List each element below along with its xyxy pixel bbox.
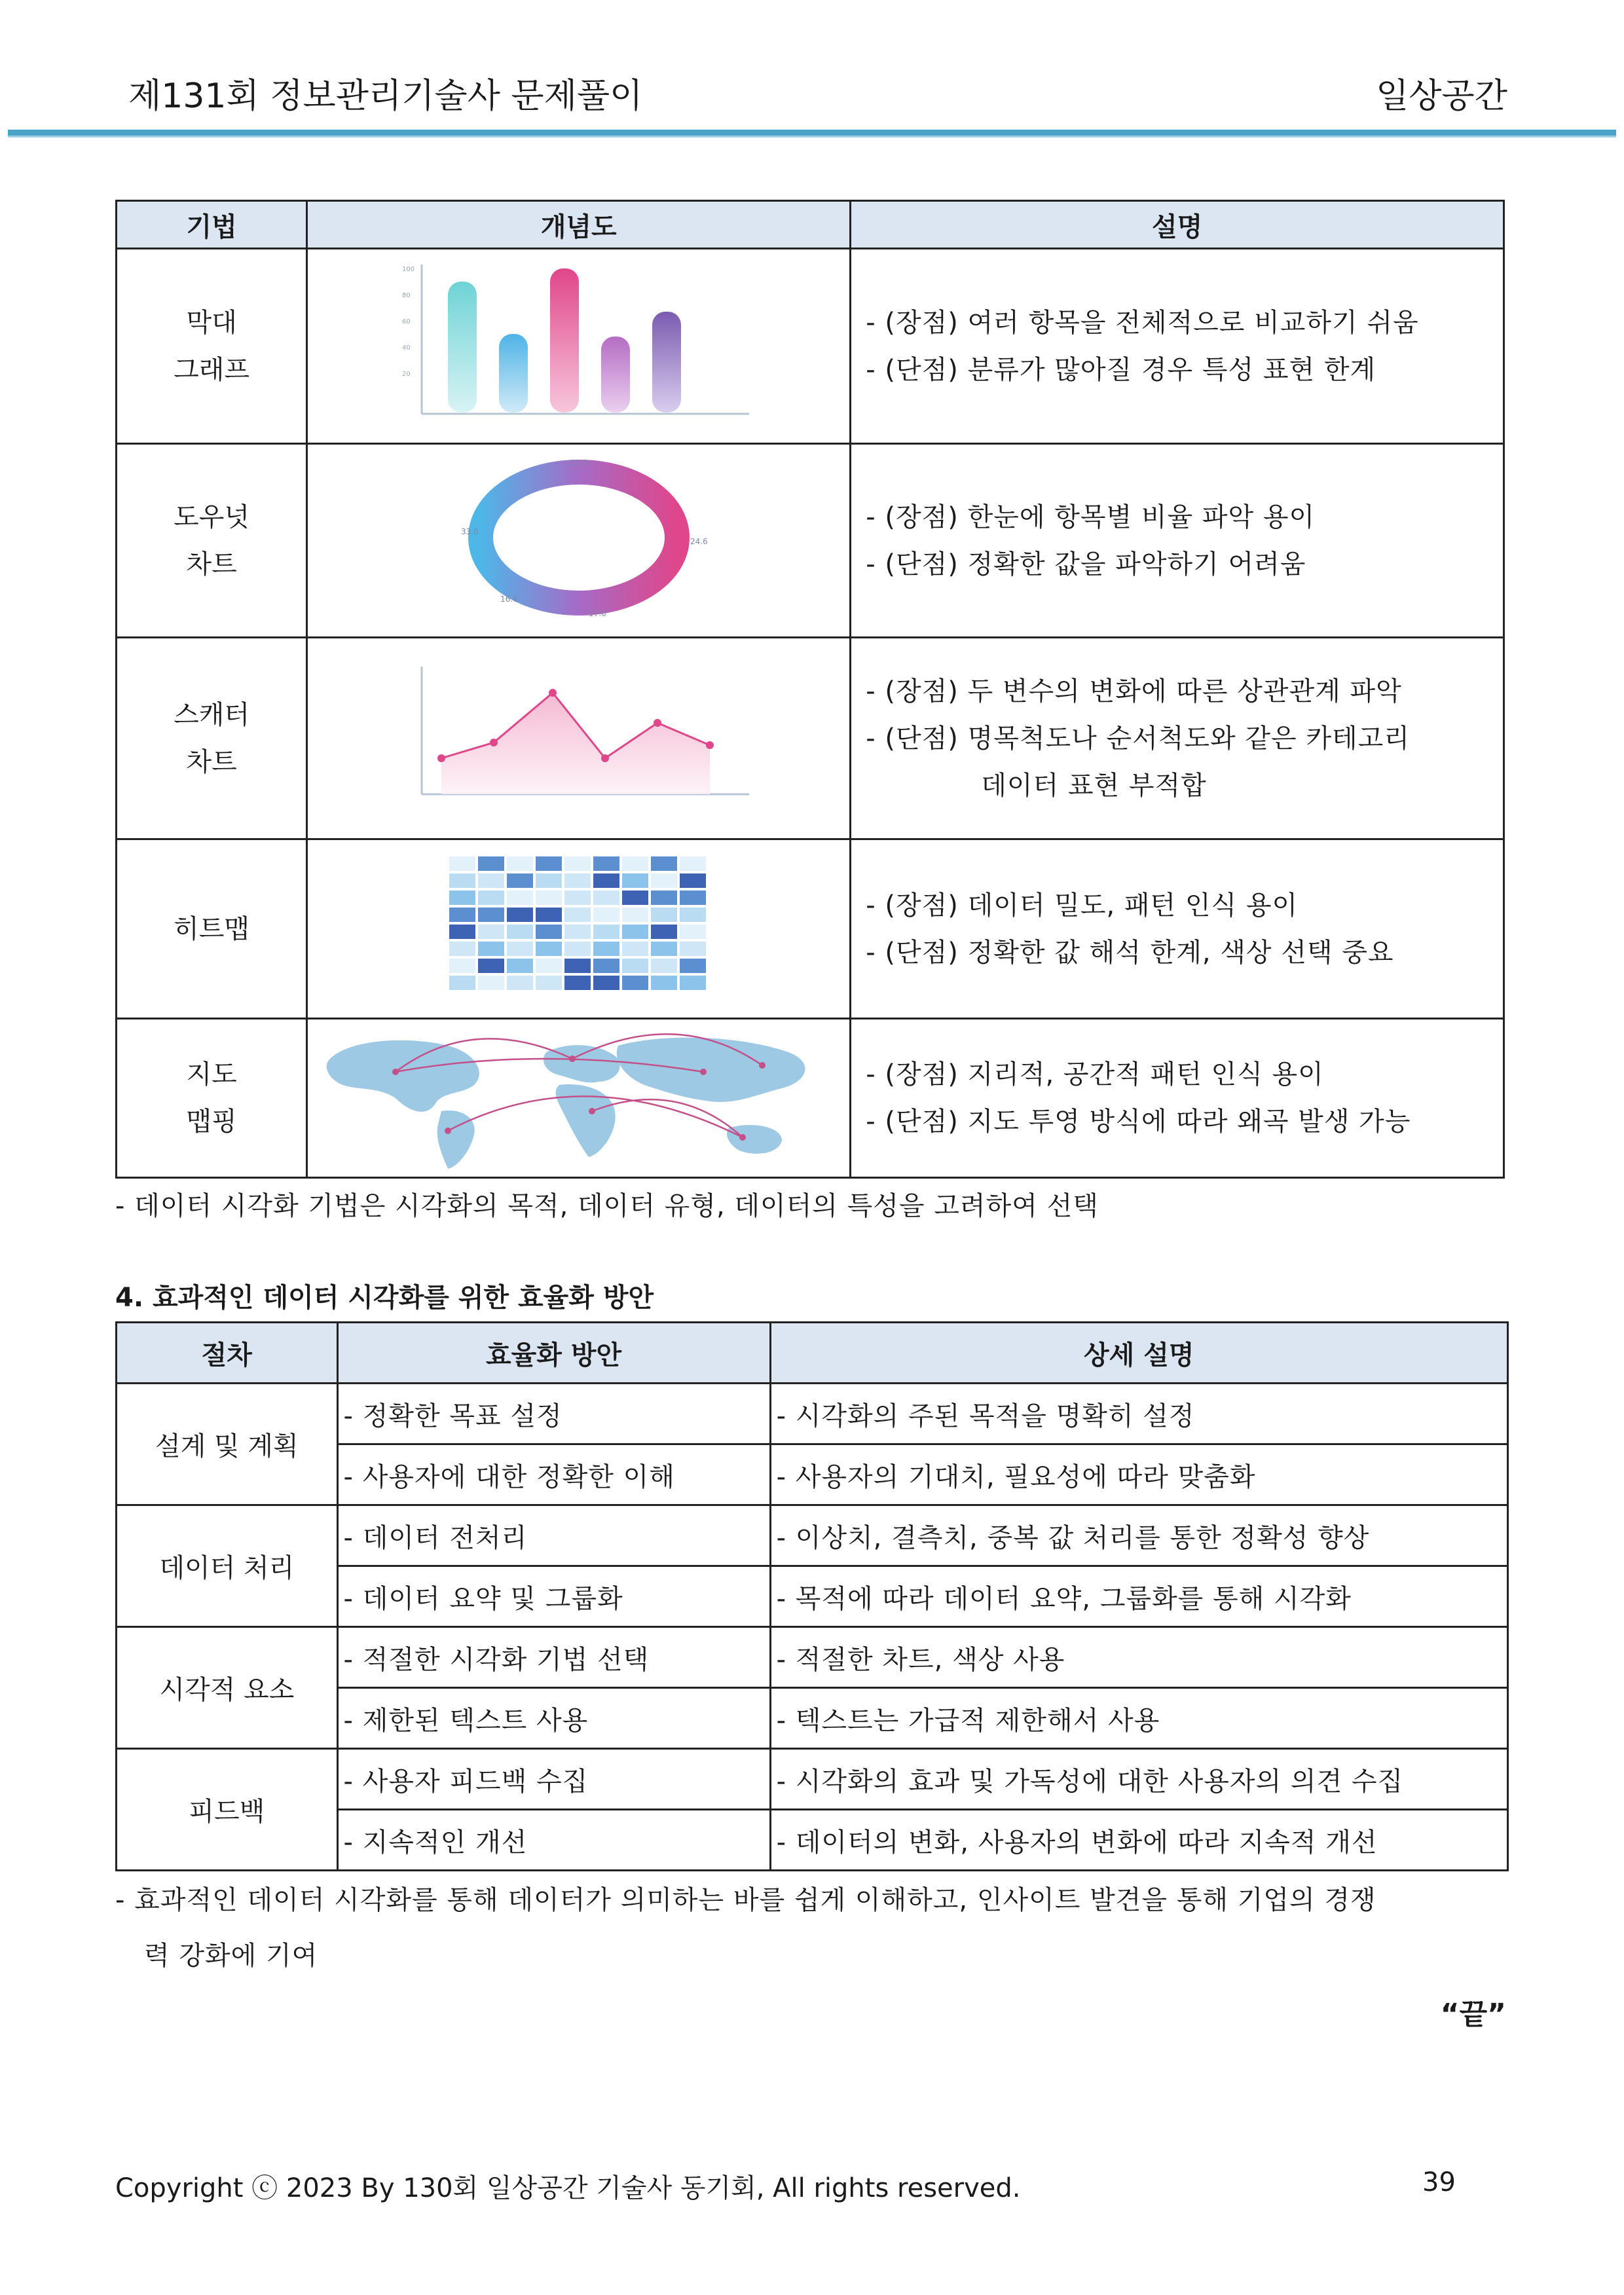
heatmap-cell (564, 976, 591, 990)
heatmap-cell (536, 942, 562, 956)
heatmap-cell (593, 856, 619, 871)
plan-cell: - 데이터 전처리 (337, 1505, 770, 1566)
plan-cell: - 제한된 텍스트 사용 (337, 1688, 770, 1749)
heatmap-cell (651, 925, 677, 939)
table-row (117, 444, 1504, 638)
page-number: 39 (1422, 2167, 1456, 2197)
visualization-technique-table (115, 200, 1505, 1179)
header-divider (8, 130, 1616, 138)
heatmap-cell (449, 959, 475, 973)
heatmap-cell (564, 908, 591, 922)
plan-cell: - 적절한 시각화 기법 선택 (337, 1627, 770, 1688)
detail-cell: - 텍스트는 가급적 제한해서 사용 (770, 1688, 1507, 1749)
heatmap-cell (478, 976, 504, 990)
table-row (117, 638, 1504, 839)
heatmap-cell (536, 959, 562, 973)
heatmap-cell (593, 908, 619, 922)
heatmap-cell (651, 959, 677, 973)
technique-description: - (장점) 데이터 밀도, 패턴 인식 용이 - (단점) 정확한 값 해석 한계, 색상 선택 중요 (851, 839, 1504, 1019)
heatmap-cell (536, 976, 562, 990)
heatmap-cell (651, 873, 677, 888)
svg-text:33.0: 33.0 (460, 526, 479, 536)
heatmap-cell (478, 925, 504, 939)
heatmap-cell (622, 976, 648, 990)
heatmap-cell (536, 890, 562, 905)
map-mapping-illustration (307, 1019, 851, 1178)
heatmap-cell (449, 925, 475, 939)
heatmap-cell (478, 908, 504, 922)
heatmap-cell (651, 908, 677, 922)
footer-copyright: Copyright ⓒ 2023 By 130회 일상공간 기술사 동기회, All rights reserved. (115, 2173, 1021, 2203)
heatmap-cell (536, 925, 562, 939)
heatmap-cell (507, 856, 533, 871)
technique-description: - (장점) 여러 항목을 전체적으로 비교하기 쉬움 - (단점) 분류가 많아질 경우 특성 표현 한계 (851, 249, 1504, 444)
table2-note-line2: 력 강화에 기여 (144, 1941, 318, 1971)
svg-text:40: 40 (401, 344, 411, 352)
heatmap-cell (680, 856, 706, 871)
column-header: 개념도 (307, 201, 851, 249)
heatmap-cell (478, 942, 504, 956)
svg-text:20: 20 (401, 370, 411, 378)
step-cell: 피드백 (117, 1749, 338, 1871)
heatmap-cell (593, 925, 619, 939)
table-row (117, 1627, 1508, 1688)
svg-text:60: 60 (401, 318, 411, 325)
heatmap-cell (622, 890, 648, 905)
heatmap-cell (651, 890, 677, 905)
technique-description: - (장점) 한눈에 항목별 비율 파악 용이 - (단점) 정확한 값을 파악하기 어려움 (851, 444, 1504, 638)
heatmap-cell (478, 873, 504, 888)
detail-cell: - 적절한 차트, 색상 사용 (770, 1627, 1507, 1688)
table-row (117, 249, 1504, 444)
heatmap-cell (478, 890, 504, 905)
heatmap-cell (449, 942, 475, 956)
table2-note-line1: - 효과적인 데이터 시각화를 통해 데이터가 의미하는 바를 쉽게 이해하고, 인사이트 발견을 통해 기업의 경쟁 (115, 1885, 1376, 1915)
heatmap-cell (564, 942, 591, 956)
heatmap-cell (564, 856, 591, 871)
heatmap-cell (449, 856, 475, 871)
heatmap-cell (622, 959, 648, 973)
heatmap-cell (564, 925, 591, 939)
heatmap-cell (564, 890, 591, 905)
step-cell: 설계 및 계획 (117, 1384, 338, 1505)
plan-cell: - 사용자에 대한 정확한 이해 (337, 1444, 770, 1505)
heatmap-cell (680, 890, 706, 905)
technique-name: 도우넛 차트 (117, 444, 307, 638)
heatmap-cell (593, 942, 619, 956)
technique-name: 막대 그래프 (117, 249, 307, 444)
heatmap-cell (449, 873, 475, 888)
detail-cell: - 이상치, 결측치, 중복 값 처리를 통한 정확성 향상 (770, 1505, 1507, 1566)
heatmap-cell (507, 942, 533, 956)
heatmap-cell (680, 873, 706, 888)
heatmap-cell (651, 942, 677, 956)
heatmap-cell (593, 976, 619, 990)
heatmap-cell (593, 873, 619, 888)
svg-text:24.6: 24.6 (690, 536, 708, 546)
table1-note: - 데이터 시각화 기법은 시각화의 목적, 데이터 유형, 데이터의 특성을 고려하여 선택 (115, 1191, 1099, 1221)
column-header: 효율화 방안 (337, 1323, 770, 1384)
heatmap-cell (651, 856, 677, 871)
column-header: 기법 (117, 201, 307, 249)
heatmap-cell (564, 873, 591, 888)
heatmap-cell (507, 959, 533, 973)
column-header: 설명 (851, 201, 1504, 249)
plan-cell: - 데이터 요약 및 그룹화 (337, 1566, 770, 1627)
heatmap-cell (680, 942, 706, 956)
svg-text:100: 100 (401, 265, 415, 273)
heatmap-cell (622, 925, 648, 939)
heatmap-cell (593, 959, 619, 973)
heatmap-cell (680, 959, 706, 973)
table-header-row (117, 1323, 1508, 1384)
heatmap-cell (593, 890, 619, 905)
heatmap-cell (507, 873, 533, 888)
svg-text:16.6: 16.6 (500, 594, 518, 604)
technique-description: - (장점) 지리적, 공간적 패턴 인식 용이 - (단점) 지도 투영 방식에 따라 왜곡 발생 가능 (851, 1019, 1504, 1178)
heatmap-cell (622, 942, 648, 956)
plan-cell: - 정확한 목표 설정 (337, 1384, 770, 1444)
heatmap-cell (622, 908, 648, 922)
detail-cell: - 시각화의 주된 목적을 명확히 설정 (770, 1384, 1507, 1444)
svg-text:12.5: 12.5 (569, 458, 587, 468)
detail-cell: - 시각화의 효과 및 가독성에 대한 사용자의 의견 수집 (770, 1749, 1507, 1810)
technique-description: - (장점) 두 변수의 변화에 따른 상관관계 파악 - (단점) 명목척도나 순서척도와 같은 카테고리 데이터 표현 부적합 (851, 638, 1504, 839)
efficiency-plan-table (115, 1321, 1509, 1871)
table-row (117, 1749, 1508, 1810)
heatmap-cell (478, 959, 504, 973)
detail-cell: - 목적에 따라 데이터 요약, 그룹화를 통해 시각화 (770, 1566, 1507, 1627)
plan-cell: - 지속적인 개선 (337, 1810, 770, 1871)
table-header-row (117, 201, 1504, 249)
detail-cell: - 사용자의 기대치, 필요성에 따라 맞춤화 (770, 1444, 1507, 1505)
table-row (117, 1384, 1508, 1444)
technique-name: 히트맵 (117, 839, 307, 1019)
end-mark: “끝” (1440, 1998, 1506, 2031)
heatmap-cell (536, 908, 562, 922)
table-row (117, 1505, 1508, 1566)
heatmap-cell (507, 925, 533, 939)
heatmap-cell (449, 908, 475, 922)
heatmap-cell (507, 908, 533, 922)
plan-cell: - 사용자 피드백 수집 (337, 1749, 770, 1810)
heatmap-cell (536, 873, 562, 888)
section-title: 4. 효과적인 데이터 시각화를 위한 효율화 방안 (115, 1283, 654, 1313)
heatmap-cell (651, 976, 677, 990)
table-row (117, 1019, 1504, 1178)
table-row (117, 839, 1504, 1019)
header-title: 제131회 정보관리기술사 문제풀이 (128, 77, 643, 116)
heatmap-cell (680, 976, 706, 990)
heatmap-cell (536, 856, 562, 871)
heatmap-cell (449, 976, 475, 990)
heatmap-cell (507, 890, 533, 905)
heatmap-cell (564, 959, 591, 973)
step-cell: 데이터 처리 (117, 1505, 338, 1627)
technique-name: 지도 맵핑 (117, 1019, 307, 1178)
technique-name: 스캐터 차트 (117, 638, 307, 839)
scatter-chart-illustration (307, 638, 851, 839)
header-brand: 일상공간 (1376, 77, 1507, 116)
heatmap-cell (622, 873, 648, 888)
heatmap-cell (449, 890, 475, 905)
column-header: 상세 설명 (770, 1323, 1507, 1384)
detail-cell: - 데이터의 변화, 사용자의 변화에 따라 지속적 개선 (770, 1810, 1507, 1871)
heatmap-cell (680, 925, 706, 939)
bar-graph-illustration (307, 249, 851, 444)
heatmap-cell (478, 856, 504, 871)
donut-chart-illustration (307, 444, 851, 638)
svg-text:80: 80 (401, 291, 411, 299)
heatmap-cell (622, 856, 648, 871)
heatmap-illustration (307, 839, 851, 1019)
step-cell: 시각적 요소 (117, 1627, 338, 1749)
svg-text:17.0: 17.0 (588, 608, 606, 618)
column-header: 절차 (117, 1323, 338, 1384)
heatmap-cell (507, 976, 533, 990)
heatmap-cell (680, 908, 706, 922)
